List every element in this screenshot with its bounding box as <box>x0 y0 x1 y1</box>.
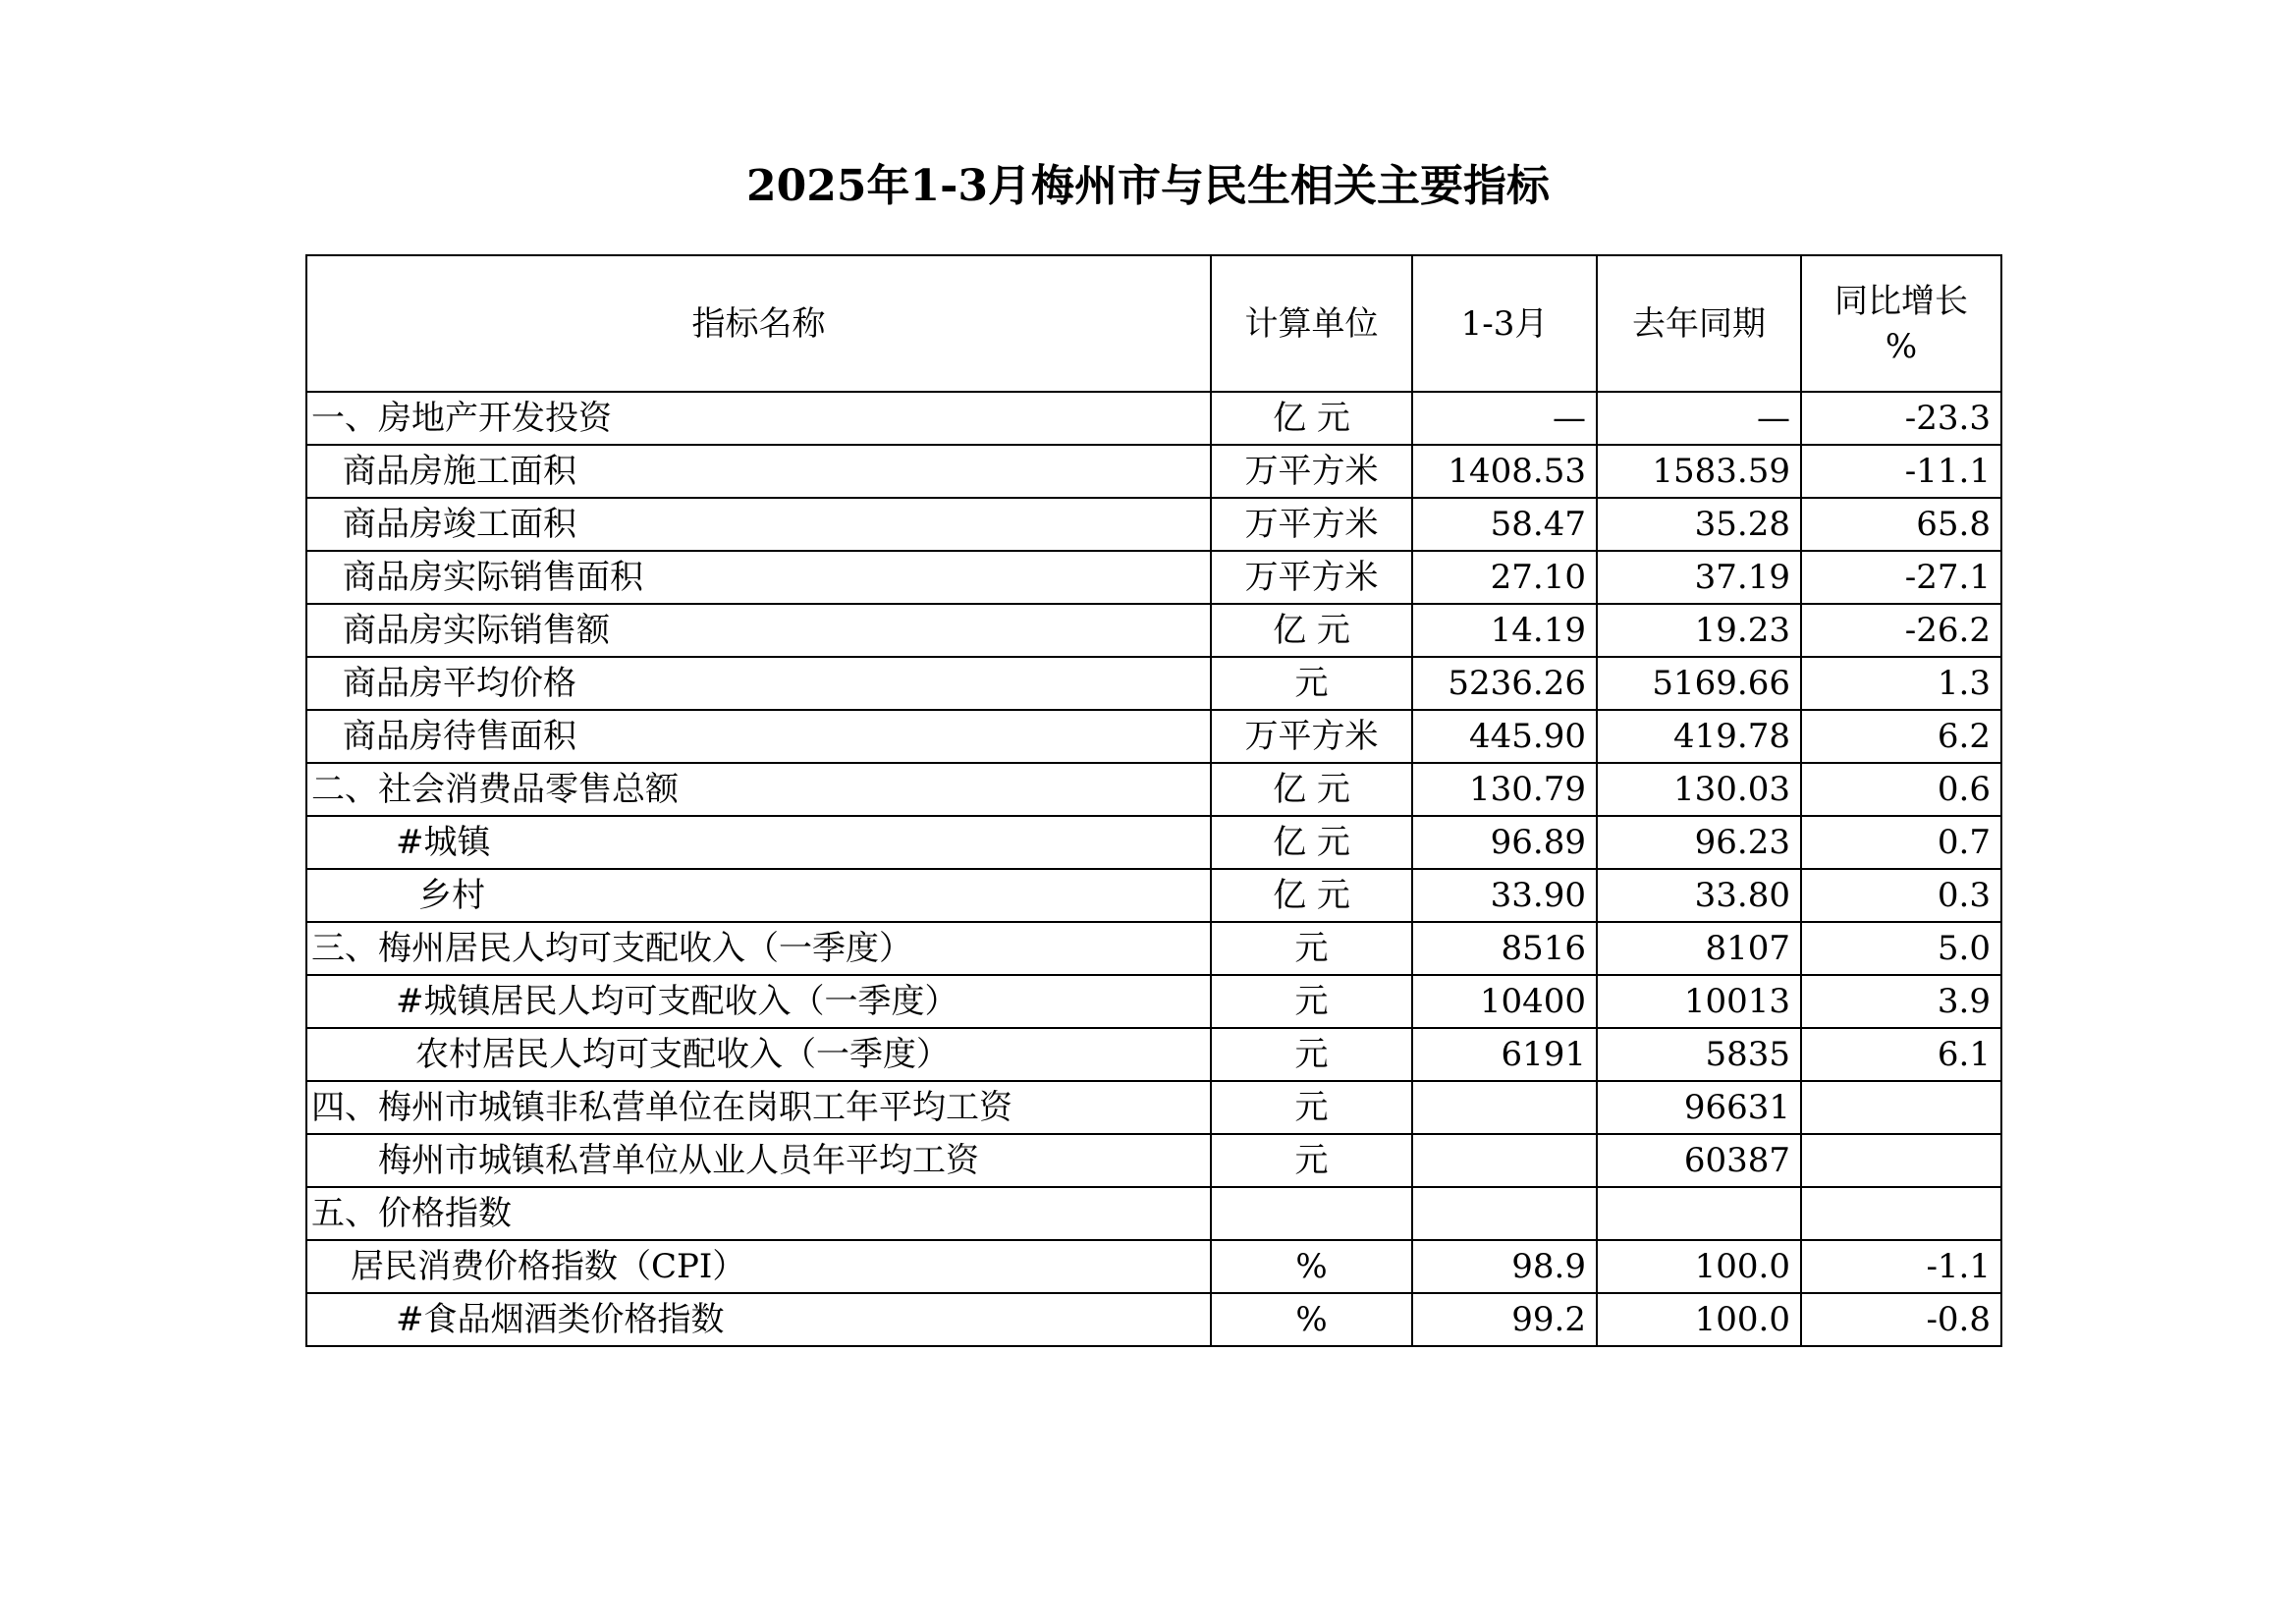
growth-value: -23.3 <box>1801 392 2001 445</box>
previous-value: 419.78 <box>1597 710 1801 763</box>
growth-value: 0.6 <box>1801 763 2001 816</box>
indicator-unit: 万平方米 <box>1211 498 1412 551</box>
current-value: 445.90 <box>1412 710 1597 763</box>
header-current-period: 1-3月 <box>1412 255 1597 392</box>
header-unit: 计算单位 <box>1211 255 1412 392</box>
indicator-name: 乡村 <box>306 869 1211 922</box>
current-value: 8516 <box>1412 922 1597 975</box>
table-row <box>306 604 2001 657</box>
current-value: 96.89 <box>1412 816 1597 869</box>
indicator-table <box>305 254 2002 1347</box>
previous-value: 130.03 <box>1597 763 1801 816</box>
table-row <box>306 392 2001 445</box>
indicator-name: 二、社会消费品零售总额 <box>306 763 1211 816</box>
previous-value: 60387 <box>1597 1134 1801 1187</box>
indicator-name: 商品房实际销售额 <box>306 604 1211 657</box>
table-row <box>306 1081 2001 1134</box>
indicator-name: 四、梅州市城镇非私营单位在岗职工年平均工资 <box>306 1081 1211 1134</box>
indicator-unit: 万平方米 <box>1211 710 1412 763</box>
growth-value: 6.1 <box>1801 1028 2001 1081</box>
indicator-name: 居民消费价格指数（CPI） <box>306 1240 1211 1293</box>
growth-value: 65.8 <box>1801 498 2001 551</box>
previous-value: 37.19 <box>1597 551 1801 604</box>
current-value: 33.90 <box>1412 869 1597 922</box>
indicator-name: 五、价格指数 <box>306 1187 1211 1240</box>
current-value: 6191 <box>1412 1028 1597 1081</box>
previous-value: 8107 <box>1597 922 1801 975</box>
previous-value: 5835 <box>1597 1028 1801 1081</box>
indicator-unit: % <box>1211 1293 1412 1346</box>
indicator-unit: 元 <box>1211 1081 1412 1134</box>
previous-value: 19.23 <box>1597 604 1801 657</box>
growth-value <box>1801 1187 2001 1240</box>
indicator-unit: 万平方米 <box>1211 445 1412 498</box>
growth-value <box>1801 1081 2001 1134</box>
growth-value <box>1801 1134 2001 1187</box>
growth-value: -0.8 <box>1801 1293 2001 1346</box>
header-previous-period: 去年同期 <box>1597 255 1801 392</box>
indicator-name: 梅州市城镇私营单位从业人员年平均工资 <box>306 1134 1211 1187</box>
growth-value: 1.3 <box>1801 657 2001 710</box>
indicator-unit: 亿 元 <box>1211 869 1412 922</box>
indicator-unit: 万平方米 <box>1211 551 1412 604</box>
indicator-unit: 亿 元 <box>1211 392 1412 445</box>
current-value <box>1412 1081 1597 1134</box>
growth-value: -11.1 <box>1801 445 2001 498</box>
page-title: 2025年1-3月梅州市与民生相关主要指标 <box>746 161 1550 211</box>
indicator-unit: % <box>1211 1240 1412 1293</box>
indicator-unit: 亿 元 <box>1211 604 1412 657</box>
current-value <box>1412 1134 1597 1187</box>
previous-value: 96631 <box>1597 1081 1801 1134</box>
table-row <box>306 922 2001 975</box>
current-value: 14.19 <box>1412 604 1597 657</box>
previous-value: 35.28 <box>1597 498 1801 551</box>
indicator-name: 商品房竣工面积 <box>306 498 1211 551</box>
table-row <box>306 1028 2001 1081</box>
indicator-name: 商品房平均价格 <box>306 657 1211 710</box>
indicator-name: 商品房待售面积 <box>306 710 1211 763</box>
table-row <box>306 763 2001 816</box>
indicator-unit: 元 <box>1211 922 1412 975</box>
indicator-unit: 亿 元 <box>1211 816 1412 869</box>
indicator-unit: 亿 元 <box>1211 763 1412 816</box>
previous-value: 100.0 <box>1597 1293 1801 1346</box>
indicator-name: #食品烟酒类价格指数 <box>306 1293 1211 1346</box>
previous-value <box>1597 1187 1801 1240</box>
current-value: 5236.26 <box>1412 657 1597 710</box>
indicator-name: 商品房施工面积 <box>306 445 1211 498</box>
table-row <box>306 975 2001 1028</box>
table-row <box>306 710 2001 763</box>
previous-value: 5169.66 <box>1597 657 1801 710</box>
current-value: 99.2 <box>1412 1293 1597 1346</box>
table-header-row <box>306 255 2001 392</box>
table-row <box>306 1240 2001 1293</box>
table-row <box>306 869 2001 922</box>
growth-value: 3.9 <box>1801 975 2001 1028</box>
header-indicator-name: 指标名称 <box>306 255 1211 392</box>
table-row <box>306 1187 2001 1240</box>
indicator-unit: 元 <box>1211 1134 1412 1187</box>
table-row <box>306 551 2001 604</box>
growth-value: 0.3 <box>1801 869 2001 922</box>
previous-value: 100.0 <box>1597 1240 1801 1293</box>
table-row <box>306 498 2001 551</box>
indicator-unit: 元 <box>1211 657 1412 710</box>
current-value: 58.47 <box>1412 498 1597 551</box>
previous-value: 33.80 <box>1597 869 1801 922</box>
growth-value: -26.2 <box>1801 604 2001 657</box>
previous-value: — <box>1597 392 1801 445</box>
current-value: 10400 <box>1412 975 1597 1028</box>
indicator-name: 三、梅州居民人均可支配收入（一季度） <box>306 922 1211 975</box>
current-value: 98.9 <box>1412 1240 1597 1293</box>
indicator-unit: 元 <box>1211 1028 1412 1081</box>
growth-value: 0.7 <box>1801 816 2001 869</box>
growth-value: 6.2 <box>1801 710 2001 763</box>
table-row <box>306 1293 2001 1346</box>
table-row <box>306 445 2001 498</box>
growth-value: -1.1 <box>1801 1240 2001 1293</box>
header-growth-unit: % <box>1885 326 1918 366</box>
previous-value: 96.23 <box>1597 816 1801 869</box>
indicator-name: 一、房地产开发投资 <box>306 392 1211 445</box>
previous-value: 10013 <box>1597 975 1801 1028</box>
indicator-unit <box>1211 1187 1412 1240</box>
indicator-name: 农村居民人均可支配收入（一季度） <box>306 1028 1211 1081</box>
indicator-name: #城镇居民人均可支配收入（一季度） <box>306 975 1211 1028</box>
table-row <box>306 1134 2001 1187</box>
header-growth <box>1801 255 2001 392</box>
current-value: 1408.53 <box>1412 445 1597 498</box>
table-row <box>306 816 2001 869</box>
indicator-name: 商品房实际销售面积 <box>306 551 1211 604</box>
indicator-name: #城镇 <box>306 816 1211 869</box>
previous-value: 1583.59 <box>1597 445 1801 498</box>
header-growth-label: 同比增长 <box>1834 281 1968 321</box>
current-value: — <box>1412 392 1597 445</box>
growth-value: -27.1 <box>1801 551 2001 604</box>
table-row <box>306 657 2001 710</box>
current-value: 130.79 <box>1412 763 1597 816</box>
current-value: 27.10 <box>1412 551 1597 604</box>
growth-value: 5.0 <box>1801 922 2001 975</box>
indicator-unit: 元 <box>1211 975 1412 1028</box>
current-value <box>1412 1187 1597 1240</box>
